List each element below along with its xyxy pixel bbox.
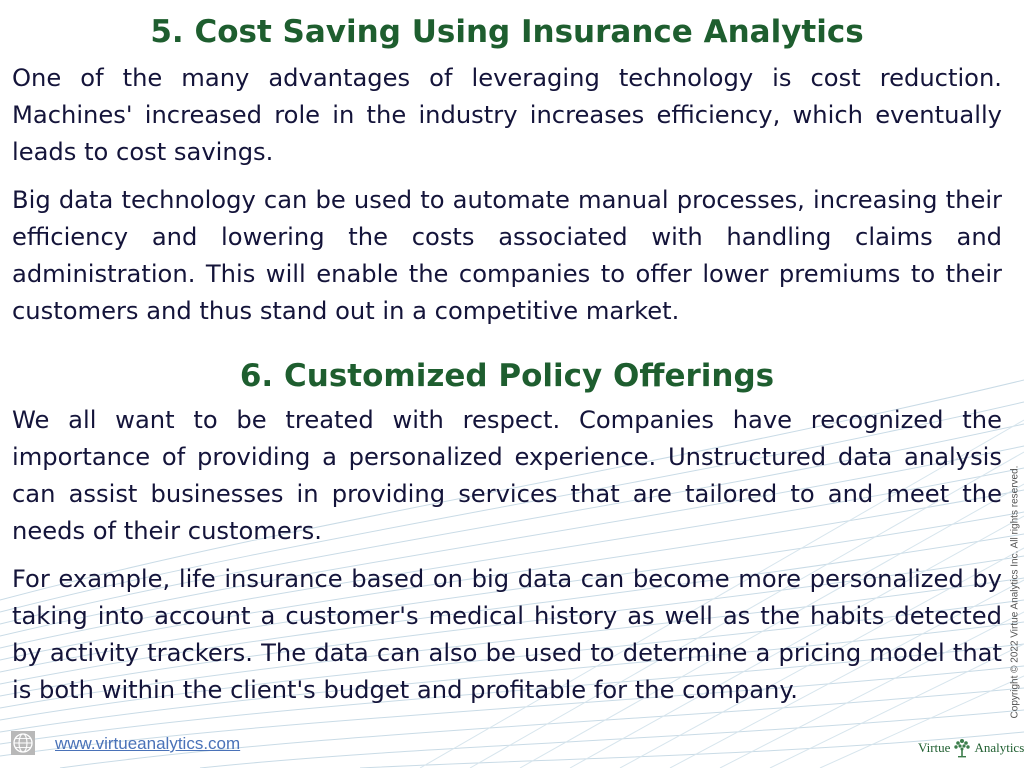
section-heading-cost-saving: 5. Cost Saving Using Insurance Analytics <box>150 14 864 50</box>
company-logo <box>918 738 1024 758</box>
logo-text-analytics: Analytics <box>974 740 1024 755</box>
paragraph-cost-reduction: One of the many advantages of leveraging technology is cost reduction. Machines' increased role in the industry increases efficiency, which eventually leads to cost savings. <box>12 64 1002 166</box>
copyright-notice: Copyright © 2022 Virtue Analytics Inc. All rights reserved. <box>1009 465 1021 719</box>
paragraph-personalized-experience: We all want to be treated with respect. Companies have recognized the importance of providing a personalized experience. Unstructured data analysis can assist businesses in providing services that are tailored to and meet the needs of their customers. <box>12 406 1002 545</box>
logo-text-virtue: Virtue <box>918 740 951 755</box>
website-link[interactable]: www.virtueanalytics.com <box>55 734 241 753</box>
tree-icon <box>953 738 971 758</box>
paragraph-big-data-automation: Big data technology can be used to automate manual processes, increasing their efficiency and lowering the costs associated with handling claims and administration. This will enable the companies to offer lower premiums to their customers and thus stand out in a competitive market. <box>12 186 1002 325</box>
globe-icon <box>11 731 35 755</box>
paragraph-life-insurance-example: For example, life insurance based on big data can become more personalized by taking into account a customer's medical history as well as the habits detected by activity trackers. The data can also be used to determine a pricing model that is both within the client's budget and profitable for the company. <box>12 565 1002 704</box>
section-heading-customized-policy: 6. Customized Policy Offerings <box>239 358 775 394</box>
slide-content <box>12 0 1002 709</box>
